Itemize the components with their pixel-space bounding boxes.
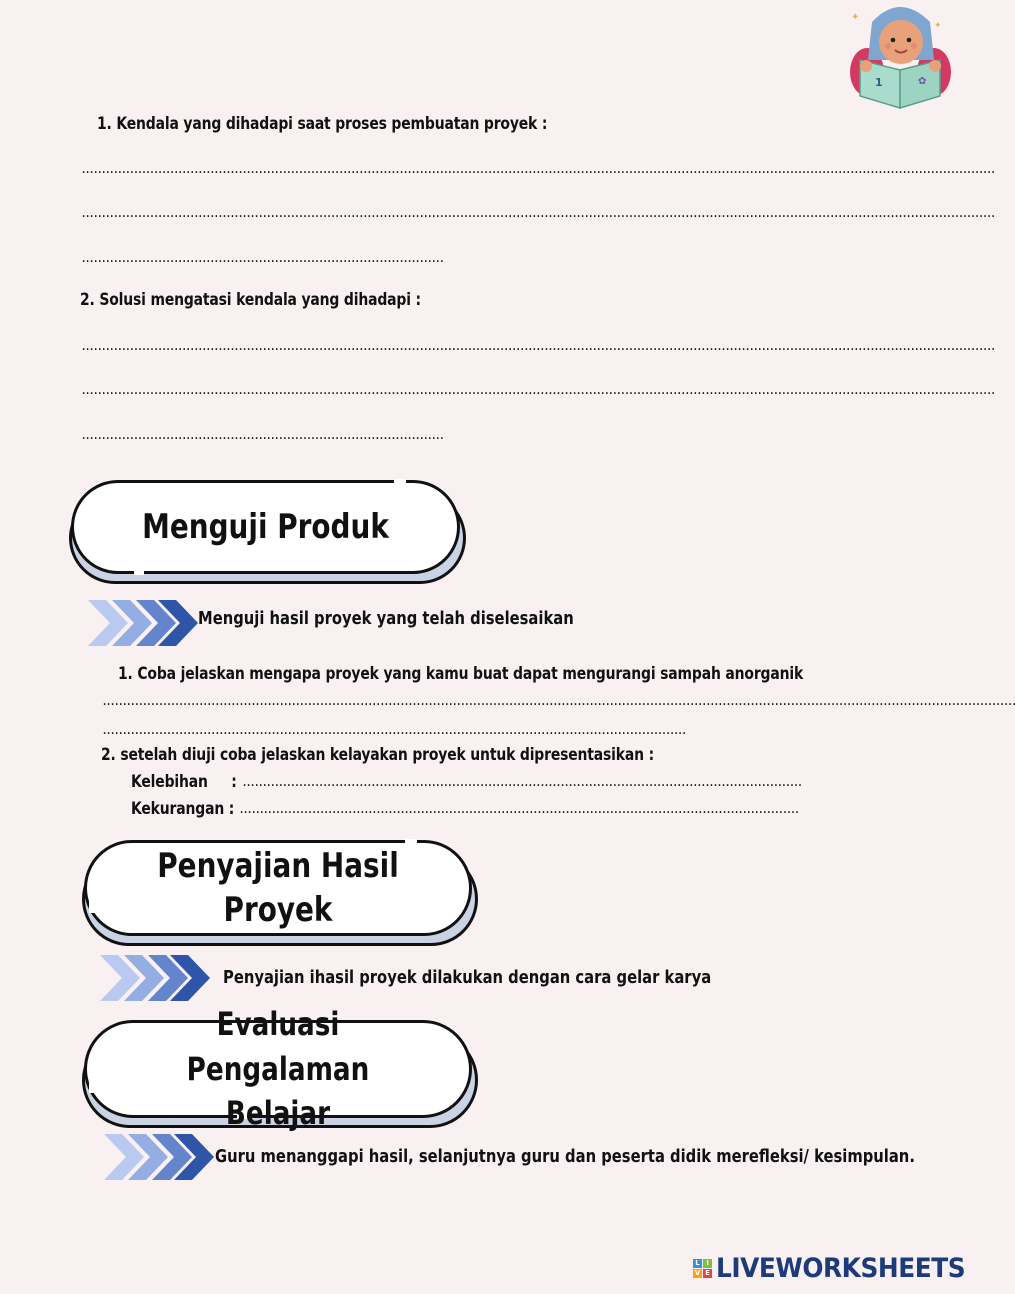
svg-text:✦: ✦ [851,12,860,23]
answer-line-kendala-3[interactable]: .......................................................................................... [80,251,443,265]
question-kendala: 1. Kendala yang dihadapi saat proses pembuatan proyek : [97,114,548,134]
answer-line-solusi-1[interactable]: ................................................................................................................................................................................................................................... [80,339,994,353]
liveworksheets-mark-icon: L I V E [693,1259,712,1278]
chevron-arrows-icon [88,600,198,646]
section-header-penyajian [82,840,478,936]
section-title-evaluasi: Evaluasi Pengalaman Belajar [186,1004,370,1133]
liveworksheets-logo[interactable] [693,1253,987,1284]
answer-line-sampah-2[interactable]: ................................................................................................................................................. [101,723,685,737]
answer-line-kendala-2[interactable]: ................................................................................................................................................................................................................................... [80,206,994,220]
answer-line-kekurangan[interactable]: ........................................................................................................................................... [238,802,798,816]
section-header-evaluasi [82,1004,478,1133]
description-penyajian: Penyajian ihasil proyek dilakukan dengan cara gelar karya [223,967,712,988]
svg-text:✦: ✦ [934,21,942,31]
question-mengurangi-sampah: 1. Coba jelaskan mengapa proyek yang kamu buat dapat mengurangi sampah anorganik [118,664,804,684]
label-kekurangan: Kekurangan : [131,799,235,819]
label-kelebihan: Kelebihan : [131,772,237,792]
liveworksheets-wordmark: LIVEWORKSHEETS [716,1253,966,1284]
girl-reading-book-icon [842,0,957,112]
answer-line-kendala-1[interactable]: ................................................................................................................................................................................................................................... [80,162,994,176]
svg-text:1: 1 [875,76,883,89]
chevron-arrows-icon [100,955,210,1001]
answer-line-kelebihan[interactable]: ........................................................................................................................................... [241,775,801,789]
section-title-menguji-produk: Menguji Produk [142,506,389,547]
answer-line-solusi-2[interactable]: ................................................................................................................................................................................................................................... [80,383,994,397]
section-title-penyajian: Penyajian Hasil Proyek [157,845,399,930]
answer-line-solusi-3[interactable]: .......................................................................................... [80,428,443,442]
answer-line-sampah-1[interactable]: ................................................................................................................................................................................................................................... [101,694,1015,708]
chevron-arrows-icon [104,1134,214,1180]
question-kelayakan: 2. setelah diuji coba jelaskan kelayakan proyek untuk dipresentasikan : [101,745,655,765]
svg-text:✿: ✿ [918,76,927,87]
section-header-menguji-produk [69,480,466,574]
description-menguji: Menguji hasil proyek yang telah diselesaikan [198,608,574,629]
question-solusi: 2. Solusi mengatasi kendala yang dihadapi : [80,290,421,310]
description-evaluasi: Guru menanggapi hasil, selanjutnya guru dan peserta didik merefleksi/ kesimpulan. [215,1146,915,1167]
